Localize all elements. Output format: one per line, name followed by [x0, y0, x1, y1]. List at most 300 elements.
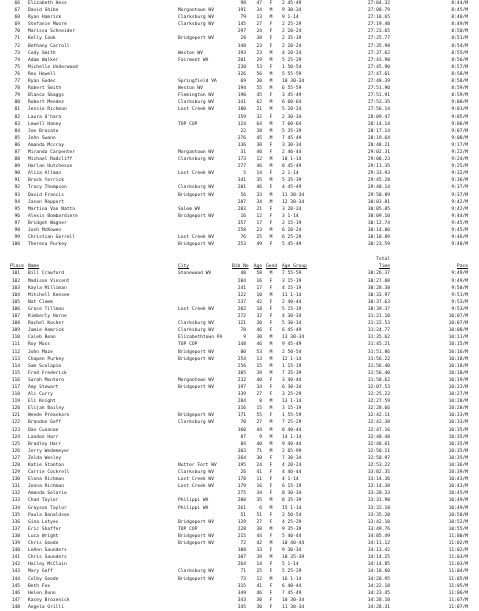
- age-group-cell: 12 1-14: [282, 356, 302, 362]
- city-cell: Weston WV: [178, 50, 203, 56]
- gender-cell: M: [269, 498, 273, 504]
- place-cell: 98: [14, 228, 20, 233]
- age-cell: 23: [256, 43, 262, 49]
- age-group-cell: 14 1-14: [282, 434, 302, 440]
- city-cell: Flemington WV: [178, 93, 214, 99]
- time-cell: 31:24.77: [367, 328, 390, 334]
- name-cell: Jason Reppert: [28, 199, 64, 205]
- age-cell: 11: [256, 477, 262, 483]
- age-group-cell: 5 25-29: [282, 569, 302, 575]
- place-cell: 99: [14, 235, 20, 241]
- bib-cell: 284: [237, 399, 246, 405]
- age-cell: 16: [256, 278, 262, 284]
- age-group-cell: 6 45-49: [282, 328, 302, 334]
- gender-cell: M: [269, 427, 273, 433]
- place-cell: 74: [14, 57, 20, 63]
- result-row: [6, 306, 474, 313]
- pace-cell: 10:18/M: [448, 370, 468, 376]
- place-cell: 126: [11, 448, 20, 454]
- gender-cell: M: [269, 370, 273, 376]
- place-cell: 85: [14, 135, 20, 141]
- age-cell: 38: [256, 526, 262, 532]
- place-cell: 142: [11, 562, 20, 568]
- gender-cell: F: [269, 377, 273, 383]
- result-row: [6, 92, 474, 99]
- result-row: [6, 28, 474, 35]
- age-group-cell: 5 45-49: [282, 242, 302, 248]
- gender-cell: F: [269, 583, 273, 589]
- age-cell: 41: [256, 470, 262, 476]
- name-cell: Chad Taylor: [28, 498, 59, 504]
- name-cell: Bill Crawford: [28, 271, 64, 277]
- age-cell: 35: [256, 178, 262, 184]
- result-row: [6, 299, 474, 306]
- header-age: Age: [253, 264, 262, 270]
- pace-cell: 9:36/M: [451, 178, 468, 184]
- age-cell: 27: [256, 392, 262, 398]
- time-cell: 32:53.22: [367, 463, 390, 468]
- place-cell: 66: [14, 1, 20, 6]
- gender-cell: F: [269, 306, 273, 312]
- age-group-cell: 2 25-29: [282, 22, 302, 28]
- age-group-cell: 10 30-34: [282, 597, 305, 603]
- age-group-cell: 4 45-49: [282, 185, 302, 191]
- pace-cell: 10:22/M: [448, 384, 468, 390]
- place-cell: 146: [11, 590, 20, 596]
- results-document: [6, 0, 474, 611]
- age-group-cell: 7 55-59: [282, 271, 302, 277]
- place-cell: 132: [11, 491, 20, 497]
- gender-cell: F: [269, 213, 273, 219]
- name-cell: Luca Wright: [28, 533, 59, 539]
- age-group-cell: 2 50-54: [282, 349, 302, 355]
- pace-cell: 10:39/M: [448, 470, 468, 476]
- result-row: [6, 597, 474, 604]
- pace-cell: 9:22/M: [451, 149, 468, 155]
- place-cell: 92: [14, 185, 20, 191]
- age-group-cell: 6 30-34: [282, 384, 302, 390]
- age-group-cell: 3 40-44: [282, 377, 302, 383]
- result-row: [6, 285, 474, 292]
- city-cell: Clarksburg WV: [178, 470, 214, 476]
- age-cell: 56: [256, 71, 262, 77]
- result-row: [6, 434, 474, 441]
- bib-cell: 254: [237, 356, 246, 362]
- place-cell: 134: [11, 505, 20, 511]
- bib-cell: 357: [237, 220, 246, 226]
- name-cell: Jessie Richman: [28, 107, 67, 113]
- result-row: [6, 547, 474, 554]
- age-group-cell: 6 25-29: [282, 235, 302, 241]
- time-cell: 31:45.21: [367, 342, 390, 348]
- pace-cell: 10:15/M: [448, 342, 468, 348]
- age-cell: 30: [256, 335, 262, 341]
- pace-cell: 8:59/M: [451, 93, 468, 99]
- pace-cell: 9:06/M: [451, 121, 468, 127]
- pace-cell: 10:52/M: [448, 519, 468, 525]
- age-group-cell: 3 25-29: [282, 392, 302, 398]
- age-group-cell: 3 45-49: [282, 93, 302, 99]
- result-row: [6, 469, 474, 476]
- result-row: [6, 533, 474, 540]
- bib-cell: 121: [237, 321, 246, 327]
- gender-cell: M: [269, 406, 273, 412]
- gender-cell: F: [269, 29, 273, 35]
- city-cell: Bridgeport WV: [178, 242, 214, 248]
- name-cell: Josh McKowen: [28, 228, 62, 233]
- pace-cell: 11:03/M: [448, 562, 468, 568]
- time-cell: 29:48.14: [367, 185, 390, 191]
- time-cell: 30:33.97: [367, 292, 390, 298]
- gender-cell: F: [269, 384, 273, 390]
- pace-cell: 9:07/M: [451, 128, 468, 134]
- header-age-group: Age Group: [282, 264, 307, 270]
- city-cell: Bridgeport WV: [178, 519, 214, 525]
- gender-cell: M: [269, 420, 273, 426]
- result-row: [6, 156, 474, 163]
- name-cell: Caleb Bean: [28, 335, 56, 341]
- age-group-cell: 9 30-34: [282, 548, 302, 554]
- bib-cell: 315: [237, 583, 246, 589]
- name-cell: Kimberly Horne: [28, 314, 67, 320]
- result-row: [6, 377, 474, 384]
- age-cell: 27: [256, 420, 262, 426]
- name-cell: Miranda Carpenter: [28, 149, 76, 155]
- pace-cell: 11:00/M: [448, 533, 468, 539]
- city-cell: Bridgeport WV: [178, 192, 214, 198]
- age-group-cell: 7 60-64: [282, 121, 302, 127]
- gender-cell: F: [269, 278, 273, 284]
- result-row: [6, 334, 474, 341]
- place-cell: 70: [14, 29, 20, 35]
- age-cell: 44: [256, 533, 262, 539]
- gender-cell: F: [269, 392, 273, 398]
- city-cell: Clarksburg WV: [178, 321, 214, 327]
- pace-cell: 8:59/M: [451, 86, 468, 92]
- age-cell: 30: [256, 597, 262, 603]
- name-cell: Fred Frederick: [28, 370, 67, 376]
- gender-cell: M: [269, 441, 273, 447]
- place-cell: 95: [14, 206, 20, 212]
- result-row: [6, 384, 474, 391]
- name-cell: John Swann: [28, 135, 56, 141]
- place-cell: 136: [11, 519, 20, 525]
- age-cell: 12: [256, 576, 262, 582]
- bib-cell: 98: [240, 1, 246, 6]
- gender-cell: F: [269, 477, 273, 483]
- bib-cell: 79: [240, 15, 246, 21]
- place-cell: 141: [11, 555, 20, 561]
- bib-cell: 275: [237, 491, 246, 497]
- bib-cell: 180: [237, 107, 246, 113]
- place-cell: 147: [11, 597, 20, 603]
- gender-cell: M: [269, 526, 273, 532]
- place-cell: 128: [11, 463, 20, 468]
- gender-cell: F: [269, 562, 273, 568]
- name-cell: David Shibe: [28, 8, 59, 14]
- name-cell: Mary Goff: [28, 569, 53, 575]
- gender-cell: M: [269, 235, 273, 241]
- time-cell: 30:05.85: [367, 206, 390, 212]
- time-cell: 32:27.59: [367, 399, 390, 405]
- gender-cell: M: [269, 505, 273, 511]
- pace-cell: 9:45/M: [451, 220, 468, 226]
- time-cell: 28:14.14: [367, 121, 390, 127]
- place-cell: 139: [11, 541, 20, 547]
- pace-cell: 9:48/M: [451, 242, 468, 248]
- bib-cell: 360: [237, 427, 246, 433]
- age-group-cell: 3 1-14: [282, 213, 299, 219]
- result-row: [6, 349, 474, 356]
- gender-cell: F: [269, 455, 273, 461]
- gender-cell: F: [269, 185, 273, 191]
- result-row: [6, 128, 474, 135]
- age-group-cell: 15 1-14: [282, 505, 302, 511]
- age-cell: 40: [256, 149, 262, 155]
- name-cell: Bethany Carroll: [28, 43, 70, 49]
- age-cell: 58: [256, 271, 262, 277]
- bib-cell: 349: [237, 590, 246, 596]
- place-cell: 125: [11, 441, 20, 447]
- place-cell: 130: [11, 477, 20, 483]
- name-cell: Paula Donaldson: [28, 512, 70, 518]
- pace-cell: 9:53/M: [451, 299, 468, 305]
- gender-cell: F: [269, 569, 273, 575]
- bib-cell: 345: [237, 604, 246, 610]
- age-group-cell: 13 1-14: [282, 399, 302, 405]
- age-group-cell: 8 35-39: [282, 498, 302, 504]
- gender-cell: M: [269, 271, 273, 277]
- age-cell: 46: [256, 185, 262, 191]
- city-cell: Morgantown WV: [178, 149, 214, 155]
- gender-cell: M: [269, 434, 273, 440]
- result-row: [6, 561, 474, 568]
- bib-cell: 339: [237, 392, 246, 398]
- city-cell: TOP COP: [178, 526, 198, 532]
- name-cell: Mitchell Keesee: [28, 292, 70, 298]
- bib-cell: 71: [240, 569, 246, 575]
- age-group-cell: 2 30-34: [282, 114, 302, 120]
- time-cell: 34:23.45: [367, 590, 390, 596]
- place-cell: 77: [14, 79, 20, 85]
- name-cell: Hailey McClain: [28, 562, 67, 568]
- place-cell: 138: [11, 533, 20, 539]
- age-group-cell: 9 30-34: [282, 8, 302, 14]
- age-cell: 25: [256, 569, 262, 575]
- bib-cell: 145: [237, 22, 246, 28]
- name-cell: Ryan Hamrick: [28, 15, 62, 21]
- bib-cell: 76: [240, 235, 246, 241]
- age-cell: 27: [256, 22, 262, 28]
- result-row: [6, 476, 474, 483]
- age-cell: 34: [256, 199, 262, 205]
- name-cell: Tracy Thompson: [28, 185, 67, 191]
- bib-cell: 241: [237, 285, 246, 291]
- age-group-cell: 11 30-34: [282, 192, 305, 198]
- age-cell: 30: [256, 142, 262, 148]
- time-cell: 33:32.18: [367, 505, 390, 511]
- header-time: Time: [378, 264, 390, 270]
- place-cell: 127: [11, 455, 20, 461]
- age-cell: 53: [256, 349, 262, 355]
- age-cell: 33: [256, 192, 262, 198]
- bib-cell: 5: [243, 171, 246, 177]
- name-cell: Michael Radcliff: [28, 157, 73, 163]
- place-cell: 67: [14, 8, 20, 14]
- age-cell: 40: [256, 377, 262, 383]
- pace-cell: 9:49/M: [451, 278, 468, 284]
- city-cell: Bridgeport WV: [178, 349, 214, 355]
- gender-cell: F: [269, 299, 273, 305]
- age-cell: 64: [256, 121, 262, 127]
- age-group-cell: 9 35-39: [282, 526, 302, 532]
- age-group-cell: 5 25-29: [282, 57, 302, 63]
- result-row: [6, 78, 474, 85]
- time-cell: 32:50.11: [367, 448, 390, 454]
- city-cell: Clarksburg WV: [178, 420, 214, 426]
- age-cell: 39: [256, 555, 262, 561]
- result-row: [6, 419, 474, 426]
- gender-cell: M: [269, 292, 273, 298]
- result-row: [6, 540, 474, 547]
- bib-cell: 202: [237, 306, 246, 312]
- age-group-cell: 5 40-44: [282, 533, 302, 539]
- age-group-cell: 3 15-19: [282, 278, 302, 284]
- pace-cell: 9:00/M: [451, 100, 468, 106]
- city-cell: Clarksburg WV: [178, 100, 214, 106]
- name-cell: Nat Clemm: [28, 299, 53, 305]
- place-cell: 93: [14, 192, 20, 198]
- place-cell: 80: [14, 100, 20, 106]
- result-row: [6, 526, 474, 533]
- place-cell: 97: [14, 220, 20, 226]
- age-group-cell: 7 25-29: [282, 420, 302, 426]
- name-cell: Alexis Bombardiere: [28, 213, 78, 219]
- time-cell: 27:04.32: [367, 1, 390, 6]
- header-place: Place: [10, 264, 24, 270]
- time-cell: 31:51.86: [367, 349, 390, 355]
- place-cell: 76: [14, 71, 20, 77]
- age-group-cell: 6 15-19: [282, 484, 302, 490]
- city-cell: Morgantown WV: [178, 8, 214, 14]
- pace-cell: 10:49/M: [448, 505, 468, 511]
- age-cell: 12: [256, 157, 262, 163]
- place-cell: 111: [11, 342, 20, 348]
- age-cell: 14: [256, 171, 262, 177]
- pace-cell: 8:50/M: [451, 29, 468, 35]
- name-cell: Brandon Goff: [28, 420, 62, 426]
- age-group-cell: 4 40-44: [282, 470, 302, 476]
- bib-cell: 194: [237, 86, 246, 92]
- name-cell: Blanca Skaggs: [28, 93, 64, 99]
- pace-cell: 11:05/M: [448, 576, 468, 582]
- gender-cell: M: [269, 228, 273, 233]
- age-group-cell: 2 40-44: [282, 299, 302, 305]
- time-cell: 34:14.85: [367, 562, 390, 568]
- gender-cell: M: [269, 541, 273, 547]
- result-row: [6, 363, 474, 370]
- city-cell: Clarksburg WV: [178, 22, 214, 28]
- bib-cell: 201: [237, 57, 246, 63]
- place-cell: 73: [14, 50, 20, 56]
- time-cell: 30:37.63: [367, 299, 390, 305]
- result-row: [6, 227, 474, 234]
- pace-cell: 9:24/M: [451, 157, 468, 163]
- bib-cell: 124: [237, 121, 246, 127]
- city-cell: Clarksburg WV: [178, 328, 214, 334]
- name-cell: Rachel Kocher: [28, 321, 64, 327]
- time-cell: 27:23.65: [367, 29, 390, 35]
- results-table-part-2: [6, 270, 474, 611]
- name-cell: Eric Shaffer: [28, 526, 62, 532]
- time-cell: 33:42.10: [367, 519, 390, 525]
- age-cell: 33: [256, 548, 262, 554]
- age-group-cell: 2 35-39: [282, 36, 302, 42]
- column-header-row: [6, 263, 474, 270]
- age-group-cell: 4 20-24: [282, 463, 302, 468]
- gender-cell: M: [269, 363, 273, 369]
- age-cell: 55: [256, 86, 262, 92]
- city-cell: Clarksburg WV: [178, 569, 214, 575]
- age-cell: 16: [256, 484, 262, 490]
- age-cell: 29: [256, 57, 262, 63]
- result-row: [6, 234, 474, 241]
- result-row: [6, 241, 474, 248]
- gender-cell: F: [269, 328, 273, 334]
- bib-cell: 308: [237, 548, 246, 554]
- time-cell: 34:18.60: [367, 569, 390, 575]
- time-cell: 27:19.40: [367, 22, 390, 28]
- result-row: [6, 576, 474, 583]
- result-row: [6, 184, 474, 191]
- place-cell: 137: [11, 526, 20, 532]
- place-cell: 100: [11, 242, 20, 248]
- place-cell: 89: [14, 164, 20, 170]
- age-cell: 35: [256, 498, 262, 504]
- place-cell: 107: [11, 314, 20, 320]
- header-city: City: [178, 264, 190, 270]
- result-row: [6, 370, 474, 377]
- pace-cell: 10:27/M: [448, 392, 468, 398]
- age-cell: 45: [256, 93, 262, 99]
- bib-cell: 256: [237, 363, 246, 369]
- header-pace: Pace: [456, 264, 468, 270]
- place-cell: 81: [14, 107, 20, 113]
- name-cell: Kelly Cook: [28, 36, 56, 42]
- gender-cell: M: [269, 135, 273, 141]
- result-row: [6, 462, 474, 469]
- name-cell: Martina Van Natta: [28, 206, 76, 212]
- age-cell: 34: [256, 491, 262, 497]
- place-cell: 106: [11, 306, 20, 312]
- name-cell: Helen Dunn: [28, 590, 56, 596]
- bib-cell: 9: [243, 335, 246, 341]
- name-cell: Wende Preaskorn: [28, 413, 70, 419]
- age-cell: 42: [256, 299, 262, 305]
- pace-cell: 10:07/M: [448, 321, 468, 327]
- bib-cell: 277: [237, 164, 246, 170]
- name-cell: Amanda Selario: [28, 491, 67, 497]
- bib-cell: 215: [237, 533, 246, 539]
- age-group-cell: 4 1-14: [282, 477, 299, 483]
- place-cell: 94: [14, 199, 20, 205]
- pace-cell: 9:44/M: [451, 213, 468, 219]
- name-cell: Ali Curry: [28, 392, 53, 398]
- age-cell: 15: [256, 406, 262, 412]
- age-cell: 45: [256, 135, 262, 141]
- age-group-cell: 5 20-24: [282, 107, 302, 113]
- bib-cell: 179: [237, 484, 246, 490]
